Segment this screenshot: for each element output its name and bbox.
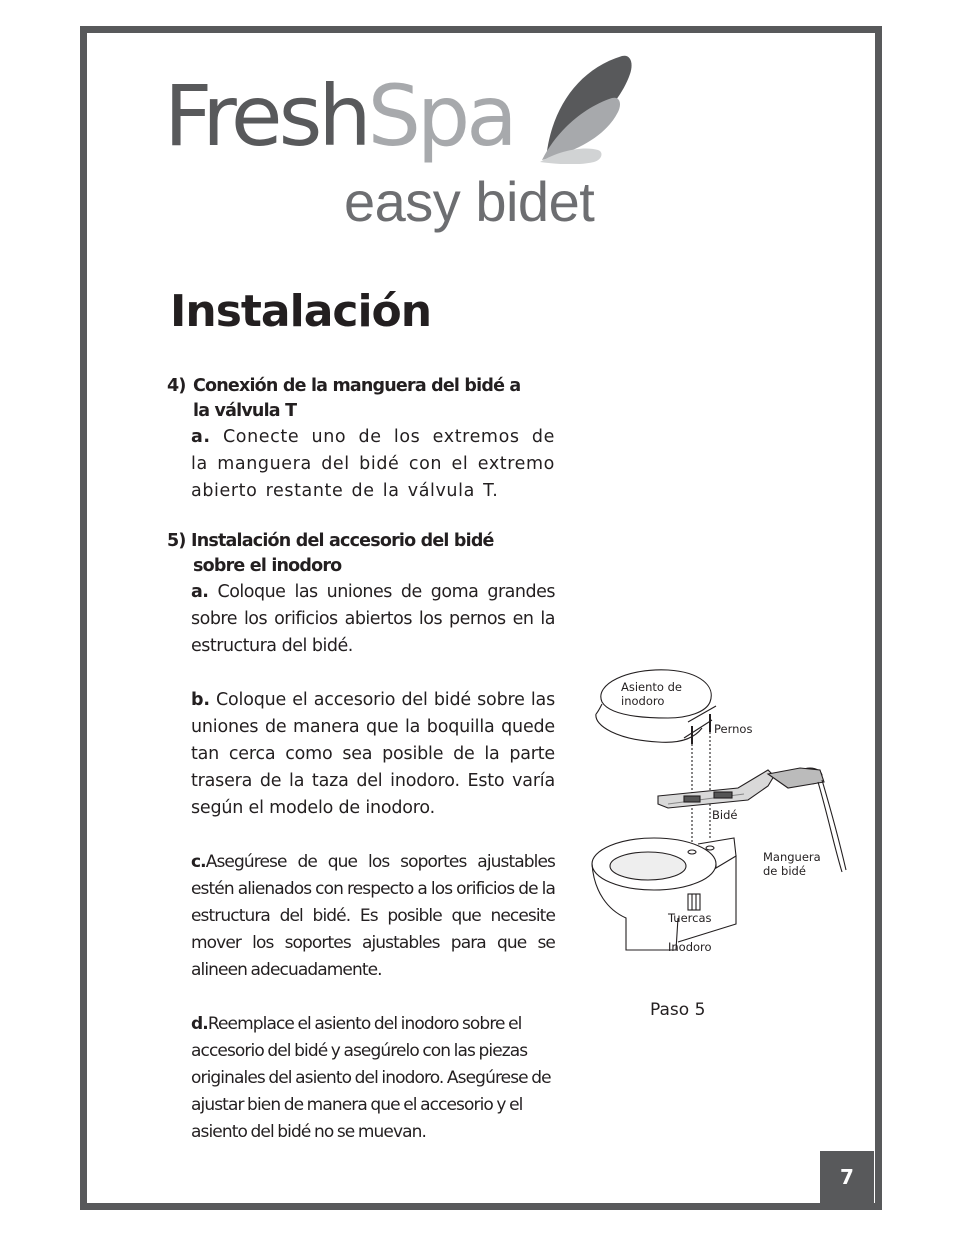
step-text: Reemplace el asiento del inodoro sobre el accesorio del bidé y asegúrelo con las piezas originales del asiento del inodoro. Asegúrese de ajustar bien de manera que el accesorio y el asiento del bidé no se muevan. (191, 1014, 551, 1142)
label-hose (763, 850, 821, 878)
label-line: Manguera (763, 850, 821, 864)
step-5d (167, 1011, 555, 1146)
step-5b (167, 687, 555, 822)
page-title: Instalación (170, 286, 432, 337)
step-text: Conecte uno de los extremos de la manguera del bidé con el extremo abierto restante de la válvula T. (191, 427, 555, 501)
step-letter: a. (191, 582, 209, 602)
logo-fresh-text: Fresh (164, 67, 368, 165)
label-seat (621, 680, 682, 708)
section-5 (167, 529, 555, 1146)
section-number: 5) (167, 531, 186, 551)
step-letter: c. (191, 852, 206, 872)
installation-diagram (588, 664, 850, 960)
leaf-drop-icon (536, 52, 636, 164)
step-letter: b. (191, 690, 210, 710)
step-text: Coloque el accesorio del bidé sobre las uniones de manera que la boquilla quede tan cerca como sea posible de la parte trasera de la taza del inodoro. Esto varía según el modelo de inodoro. (191, 690, 555, 818)
freshspa-logo (164, 52, 634, 242)
diagram-caption: Paso 5 (650, 1000, 706, 1020)
step-text: Asegúrese de que los soportes ajustables estén alienados con respecto a los orificios de la estructura del bidé. Es posible que necesite mover los soportes ajustables para que se alineen adecuadamente. (191, 852, 555, 980)
step-5c (167, 849, 555, 984)
logo-spa-text: Spa (367, 67, 514, 165)
step-4a (167, 424, 555, 505)
label-line: inodoro (621, 694, 665, 708)
label-bidet: Bidé (712, 808, 738, 822)
heading-line: sobre el inodoro (193, 556, 342, 576)
section-heading (167, 374, 555, 424)
section-number: 4) (167, 376, 186, 396)
section-4 (167, 374, 555, 505)
step-letter: d. (191, 1014, 208, 1034)
label-line: Asiento de (621, 680, 682, 694)
heading-line: Instalación del accesorio del bidé (191, 531, 494, 551)
section-heading (167, 529, 555, 579)
label-bolts: Pernos (714, 722, 753, 736)
logo-subtitle: easy bidet (344, 170, 595, 233)
label-toilet: Inodoro (668, 940, 712, 954)
label-line: de bidé (763, 864, 806, 878)
heading-line: Conexión de la manguera del bidé a (193, 376, 521, 396)
heading-line: la válvula T (193, 401, 297, 421)
step-5a (167, 579, 555, 660)
step-text: Coloque las uniones de goma grandes sobre los orificios abiertos los pernos en la estructura del bidé. (191, 582, 555, 656)
logo-wordmark (164, 67, 514, 165)
step-letter: a. (191, 427, 211, 447)
label-nuts: Tuercas (668, 911, 712, 925)
page-number: 7 (820, 1151, 874, 1203)
